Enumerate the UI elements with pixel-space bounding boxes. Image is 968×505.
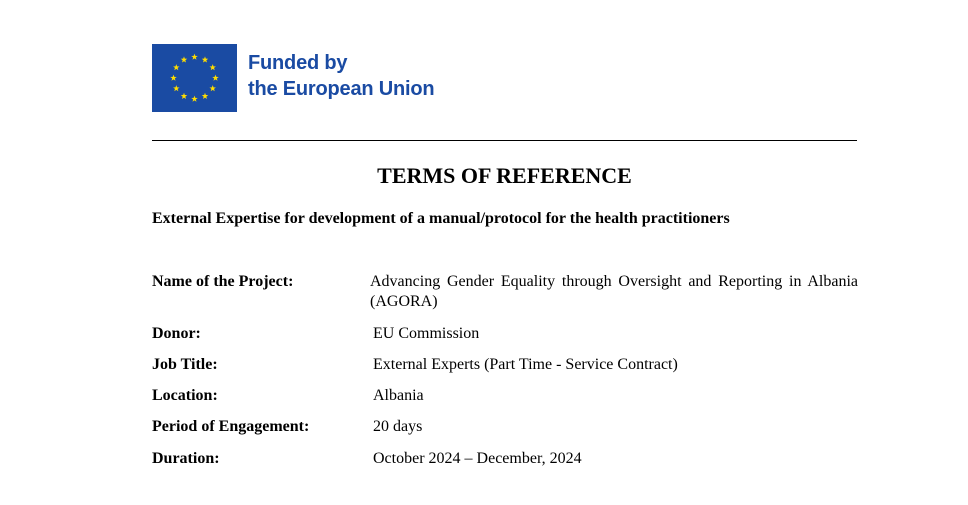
field-value-duration: October 2024 – December, 2024 [373,450,582,467]
field-label-project-name: Name of the Project: [152,273,294,290]
field-value-donor: EU Commission [373,325,480,342]
field-label-location: Location: [152,387,218,404]
field-label-duration: Duration: [152,450,220,467]
funding-line-1: Funded by [248,52,348,74]
star-icon [170,75,176,81]
star-icon [181,56,187,62]
field-value-job-title: External Experts (Part Time - Service Contract) [373,356,678,373]
funding-line-2: the European Union [248,78,435,100]
star-icon [181,93,187,99]
field-label-job-title: Job Title: [152,356,218,373]
field-value-period: 20 days [373,418,423,435]
star-icon [202,56,208,62]
field-value-location: Albania [373,387,424,404]
document-subtitle: External Expertise for development of a manual/protocol for the health practitioners [152,210,730,227]
eu-flag-icon [152,44,237,112]
star-icon [202,93,208,99]
star-icon [191,96,197,102]
eu-funding-logo [152,44,452,112]
header-divider [152,140,857,141]
field-value-project-name: Advancing Gender Equality through Oversight and Reporting in Albania (AGORA) [370,273,858,310]
star-icon [173,64,179,70]
field-label-period: Period of Engagement: [152,418,310,435]
star-icon [173,85,179,91]
star-icon [209,64,215,70]
star-icon [212,75,218,81]
document-title: TERMS OF REFERENCE [377,163,632,188]
funding-statement [248,50,434,102]
star-icon [209,85,215,91]
star-icon [191,54,197,60]
field-label-donor: Donor: [152,325,201,342]
